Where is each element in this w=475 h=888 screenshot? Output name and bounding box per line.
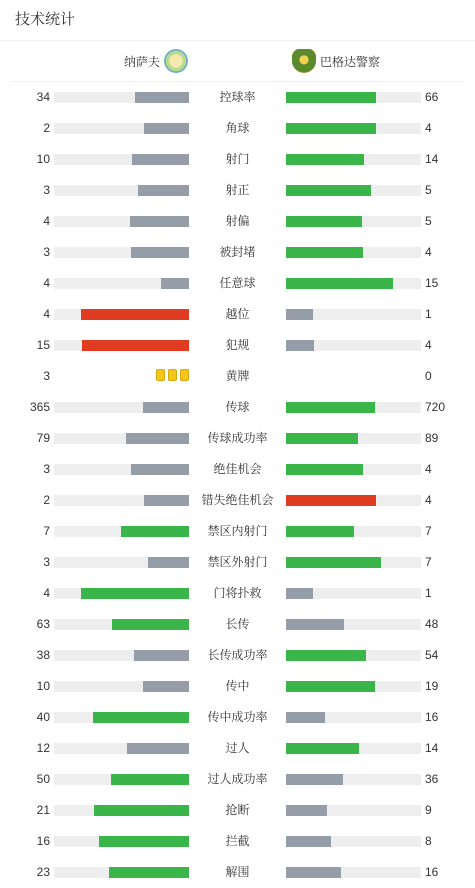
- away-value: 16: [425, 710, 439, 724]
- away-bar: [286, 495, 376, 506]
- home-bar-track: [54, 557, 189, 568]
- stat-label: 射偏: [225, 214, 250, 228]
- away-bar-track: [286, 681, 421, 692]
- home-value: 10: [36, 679, 50, 693]
- stat-row: [0, 609, 475, 640]
- stat-label: 控球率: [219, 90, 256, 104]
- stat-row: [0, 671, 475, 702]
- away-bar: [286, 216, 362, 227]
- away-bar-track: [286, 278, 421, 289]
- away-bar-track: [286, 185, 421, 196]
- away-value: 19: [425, 679, 439, 693]
- away-bar-track: [286, 247, 421, 258]
- home-bar: [111, 774, 189, 785]
- home-value: 15: [36, 338, 50, 352]
- away-bar-track: [286, 557, 421, 568]
- stat-label: 犯规: [225, 338, 250, 352]
- home-bar-track: [54, 309, 189, 320]
- away-value: 66: [425, 90, 439, 104]
- home-value: 21: [36, 803, 50, 817]
- home-value: 10: [36, 152, 50, 166]
- stat-row: [0, 578, 475, 609]
- away-value: 1: [425, 586, 432, 600]
- away-value: 48: [425, 617, 439, 631]
- home-value: 2: [43, 493, 50, 507]
- away-value: 720: [425, 400, 446, 414]
- home-bar: [112, 619, 189, 630]
- home-bar-track: [54, 743, 189, 754]
- away-team[interactable]: [292, 41, 380, 81]
- home-bar-track: [54, 650, 189, 661]
- stat-label: 传球成功率: [207, 431, 268, 445]
- stat-label: 任意球: [219, 276, 256, 290]
- away-value: 15: [425, 276, 439, 290]
- away-bar-track: [286, 836, 421, 847]
- home-bar-track: [54, 681, 189, 692]
- stat-label: 传中: [225, 679, 250, 693]
- home-team-name: 纳萨夫: [123, 54, 160, 69]
- away-bar: [286, 712, 325, 723]
- away-value: 8: [425, 834, 432, 848]
- home-value: 4: [43, 276, 50, 290]
- away-bar: [286, 619, 344, 630]
- home-value: 7: [43, 524, 50, 538]
- away-bar: [286, 805, 327, 816]
- away-bar: [286, 681, 375, 692]
- home-bar: [94, 805, 189, 816]
- home-bar-track: [54, 433, 189, 444]
- stat-row: [0, 516, 475, 547]
- home-value: 4: [43, 307, 50, 321]
- away-bar-track: [286, 154, 421, 165]
- home-value: 3: [43, 245, 50, 259]
- stat-row: [0, 857, 475, 888]
- home-yellow-cards: [54, 369, 189, 383]
- away-bar-track: [286, 526, 421, 537]
- away-value: 4: [425, 338, 432, 352]
- stat-label: 解围: [225, 865, 250, 879]
- away-bar-track: [286, 712, 421, 723]
- home-bar-track: [54, 92, 189, 103]
- home-bar: [134, 650, 189, 661]
- stat-row: [0, 454, 475, 485]
- away-bar-track: [286, 340, 421, 351]
- home-value: 63: [36, 617, 50, 631]
- home-bar-track: [54, 774, 189, 785]
- stat-row: [0, 764, 475, 795]
- away-value: 7: [425, 555, 432, 569]
- home-bar: [132, 154, 189, 165]
- away-bar: [286, 774, 343, 785]
- home-bar: [138, 185, 189, 196]
- home-bar: [109, 867, 189, 878]
- away-bar-track: [286, 774, 421, 785]
- stat-row: [0, 702, 475, 733]
- away-bar: [286, 867, 341, 878]
- away-value: 0: [425, 369, 432, 383]
- home-bar-track: [54, 154, 189, 165]
- stat-label: 禁区内射门: [207, 524, 268, 538]
- stat-row: [0, 82, 475, 113]
- stat-row: [0, 423, 475, 454]
- away-bar-track: [286, 92, 421, 103]
- home-value: 38: [36, 648, 50, 662]
- home-bar: [143, 681, 189, 692]
- home-bar-track: [54, 526, 189, 537]
- stat-label: 抢断: [225, 803, 250, 817]
- page-title: 技术统计: [0, 0, 475, 41]
- away-value: 14: [425, 741, 439, 755]
- stat-label: 黄牌: [225, 369, 250, 383]
- stat-row: [0, 485, 475, 516]
- away-bar: [286, 309, 313, 320]
- stat-row: [0, 361, 475, 392]
- stat-row: [0, 640, 475, 671]
- away-bar: [286, 402, 375, 413]
- yellow-card-icon: [180, 369, 189, 381]
- stat-label: 门将扑救: [213, 586, 262, 600]
- home-team[interactable]: [124, 41, 188, 81]
- home-bar-track: [54, 619, 189, 630]
- home-bar-track: [54, 340, 189, 351]
- yellow-card-icon: [168, 369, 177, 381]
- away-bar: [286, 557, 381, 568]
- home-bar: [131, 464, 189, 475]
- home-bar: [93, 712, 189, 723]
- stat-label: 角球: [225, 121, 250, 135]
- home-bar-track: [54, 495, 189, 506]
- home-bar: [144, 495, 189, 506]
- stat-row: [0, 113, 475, 144]
- away-bar-track: [286, 495, 421, 506]
- stat-label: 长传成功率: [207, 648, 268, 662]
- away-bar: [286, 743, 359, 754]
- stat-row: [0, 795, 475, 826]
- away-bar-track: [286, 867, 421, 878]
- away-bar: [286, 123, 376, 134]
- home-bar: [126, 433, 189, 444]
- away-value: 1: [425, 307, 432, 321]
- away-bar-track: [286, 216, 421, 227]
- away-bar-track: [286, 433, 421, 444]
- home-value: 12: [36, 741, 50, 755]
- home-bar: [99, 836, 189, 847]
- home-bar-track: [54, 588, 189, 599]
- away-value: 89: [425, 431, 439, 445]
- home-bar-track: [54, 805, 189, 816]
- stat-label: 拦截: [225, 834, 250, 848]
- away-value: 4: [425, 462, 432, 476]
- away-bar: [286, 464, 363, 475]
- stat-label: 越位: [225, 307, 250, 321]
- home-value: 4: [43, 586, 50, 600]
- away-value: 4: [425, 245, 432, 259]
- home-bar: [135, 92, 189, 103]
- home-bar: [130, 216, 189, 227]
- stat-label: 禁区外射门: [207, 555, 268, 569]
- home-team-crest-icon: [164, 49, 188, 73]
- home-value: 4: [43, 214, 50, 228]
- home-value: 3: [43, 462, 50, 476]
- away-value: 7: [425, 524, 432, 538]
- stat-row: [0, 733, 475, 764]
- away-bar: [286, 526, 354, 537]
- home-bar: [131, 247, 189, 258]
- away-team-name: 巴格达警察: [320, 54, 381, 69]
- home-bar: [127, 743, 189, 754]
- stat-row: [0, 175, 475, 206]
- away-value: 54: [425, 648, 439, 662]
- home-value: 3: [43, 183, 50, 197]
- stat-label: 传中成功率: [207, 710, 268, 724]
- stat-row: [0, 206, 475, 237]
- teams-header: [10, 41, 465, 82]
- away-value: 36: [425, 772, 439, 786]
- away-value: 4: [425, 493, 432, 507]
- stat-label: 过人成功率: [207, 772, 268, 786]
- home-bar: [82, 340, 189, 351]
- away-bar-track: [286, 402, 421, 413]
- away-bar-track: [286, 588, 421, 599]
- stat-row: [0, 299, 475, 330]
- stat-row: [0, 144, 475, 175]
- away-value: 14: [425, 152, 439, 166]
- home-bar: [143, 402, 189, 413]
- home-bar-track: [54, 247, 189, 258]
- yellow-card-icon: [156, 369, 165, 381]
- away-bar: [286, 154, 364, 165]
- home-bar-track: [54, 185, 189, 196]
- stat-label: 射正: [225, 183, 250, 197]
- away-bar: [286, 650, 366, 661]
- home-bar-track: [54, 123, 189, 134]
- home-bar-track: [54, 278, 189, 289]
- away-bar: [286, 433, 358, 444]
- away-bar-track: [286, 805, 421, 816]
- home-value: 50: [36, 772, 50, 786]
- away-bar: [286, 247, 363, 258]
- home-bar: [161, 278, 189, 289]
- stat-row: [0, 237, 475, 268]
- stat-label: 被封堵: [219, 245, 256, 259]
- away-value: 5: [425, 214, 432, 228]
- away-team-crest-icon: [292, 49, 316, 73]
- stat-label: 射门: [225, 152, 250, 166]
- away-bar: [286, 278, 393, 289]
- away-bar-track: [286, 309, 421, 320]
- home-value: 40: [36, 710, 50, 724]
- away-bar-track: [286, 464, 421, 475]
- stat-label: 传球: [225, 400, 250, 414]
- home-value: 16: [36, 834, 50, 848]
- away-bar: [286, 92, 376, 103]
- away-value: 5: [425, 183, 432, 197]
- away-bar-track: [286, 743, 421, 754]
- home-bar-track: [54, 402, 189, 413]
- stat-label: 长传: [225, 617, 250, 631]
- home-bar: [121, 526, 189, 537]
- stat-label: 错失绝佳机会: [201, 493, 274, 507]
- stat-row: [0, 392, 475, 423]
- home-value: 79: [36, 431, 50, 445]
- home-value: 3: [43, 555, 50, 569]
- stat-row: [0, 826, 475, 857]
- home-bar-track: [54, 464, 189, 475]
- stat-label: 绝佳机会: [213, 462, 262, 476]
- home-value: 2: [43, 121, 50, 135]
- away-value: 9: [425, 803, 432, 817]
- away-value: 4: [425, 121, 432, 135]
- stat-row: [0, 268, 475, 299]
- stat-row: [0, 547, 475, 578]
- away-bar: [286, 836, 331, 847]
- home-bar: [81, 588, 189, 599]
- home-bar-track: [54, 867, 189, 878]
- home-bar-track: [54, 836, 189, 847]
- home-bar-track: [54, 712, 189, 723]
- away-bar: [286, 340, 314, 351]
- away-bar-track: [286, 123, 421, 134]
- home-value: 3: [43, 369, 50, 383]
- away-bar-track: [286, 650, 421, 661]
- away-bar: [286, 588, 313, 599]
- away-value: 16: [425, 865, 439, 879]
- home-value: 23: [36, 865, 50, 879]
- home-bar: [81, 309, 189, 320]
- stat-label: 过人: [225, 741, 250, 755]
- away-bar-track: [286, 619, 421, 630]
- away-bar: [286, 185, 371, 196]
- home-bar-track: [54, 216, 189, 227]
- home-bar: [144, 123, 189, 134]
- home-value: 365: [29, 400, 50, 414]
- home-bar: [148, 557, 189, 568]
- stat-row: [0, 330, 475, 361]
- home-value: 34: [36, 90, 50, 104]
